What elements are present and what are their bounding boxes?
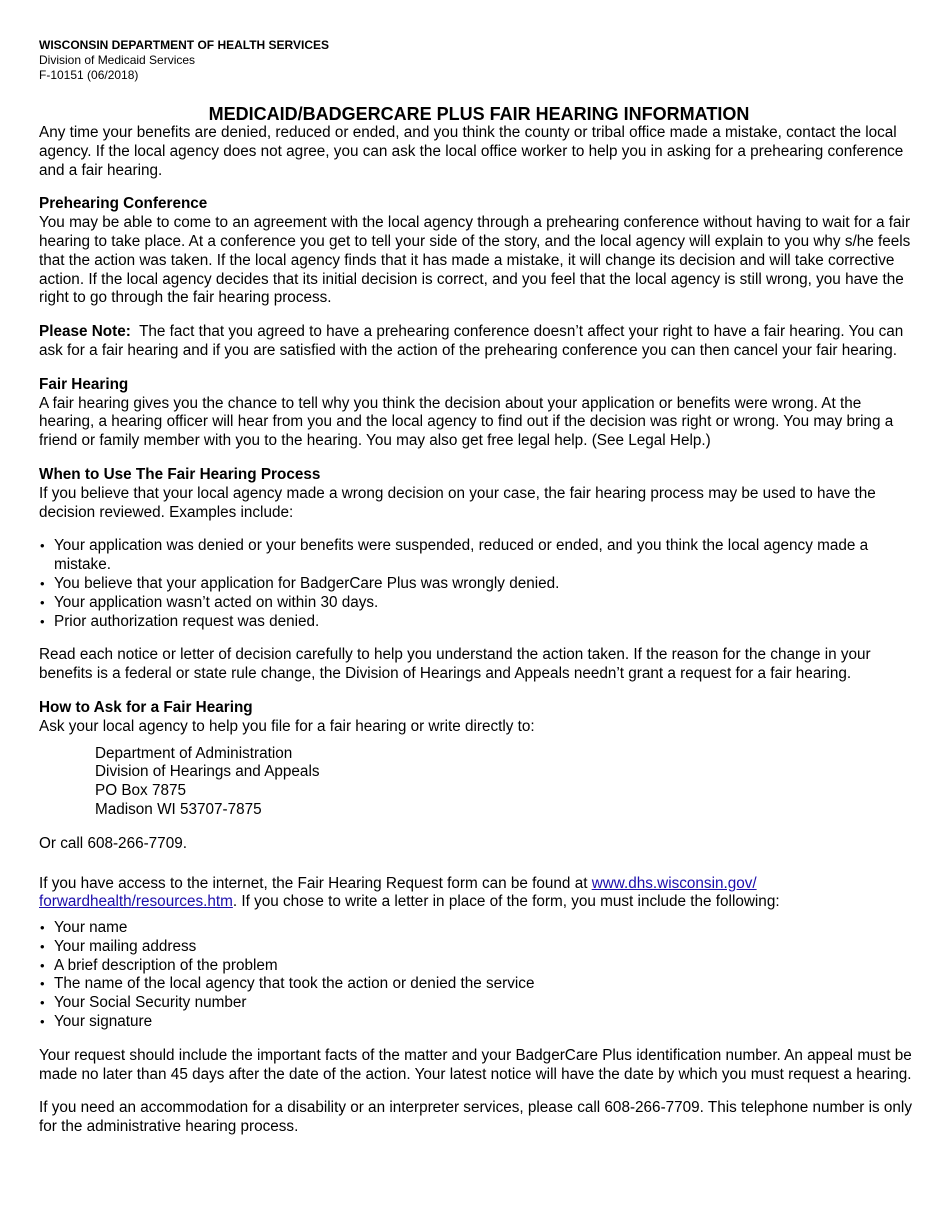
how-to-ask-heading: How to Ask for a Fair Hearing — [39, 698, 253, 716]
list-item: • Your mailing address — [39, 938, 919, 957]
list-item: • Your application wasn’t acted on within 30 days. — [39, 594, 919, 613]
how-to-ask-paragraph: Ask your local agency to help you file for a fair hearing or write directly to: — [39, 717, 535, 735]
prehearing-paragraph: You may be able to come to an agreement with the local agency through a prehearing conference without having to wait for a fair hearing to take place. At a conference you get to tell your side of the story, and the local agency will explain to you why s/he feels that the action was taken. If the local agency finds that it has made a mistake, it will change its decision and will take corrective action. If the local agency decides that its initial decision is correct, and you feel that the local agency is still wrong, you have the right to go through the fair hearing process. — [39, 214, 911, 307]
document-header — [39, 38, 919, 83]
note-body: The fact that you agreed to have a prehearing conference doesn’t affect your right to have a fair hearing. You can ask for a fair hearing and if you are satisfied with the action of the prehearing conference you can then cancel your fair hearing. — [39, 323, 904, 359]
address-line: Madison WI 53707-7875 — [95, 800, 262, 818]
when-to-use-heading: When to Use The Fair Hearing Process — [39, 465, 321, 483]
list-item: • You believe that your application for BadgerCare Plus was wrongly denied. — [39, 575, 919, 594]
list-item: • Your application was denied or your benefits were suspended, reduced or ended, and you think the local agency made a mistake. — [39, 537, 919, 575]
note-label: Please Note: — [39, 323, 131, 341]
accommodation-paragraph: If you need an accommodation for a disability or an interpreter services, please call 608-266-7709. This telephone number is only for the administrative hearing process. — [39, 1099, 912, 1136]
list-item: • Prior authorization request was denied. — [39, 613, 919, 632]
fair-hearing-paragraph: A fair hearing gives you the chance to tell why you think the decision about your application or benefits were wrong. At the hearing, a hearing officer will hear from you and the local agency to find out if the decision was right or wrong. You may bring a friend or family member with you to the hearing. You may also get free legal help. (See Legal Help.) — [39, 394, 894, 450]
list-item: • Your name — [39, 919, 919, 938]
agency-name: WISCONSIN DEPARTMENT OF HEALTH SERVICES — [39, 38, 330, 52]
prehearing-heading: Prehearing Conference — [39, 195, 208, 213]
list-item: • The name of the local agency that took the action or denied the service — [39, 975, 919, 994]
address-line: PO Box 7875 — [95, 782, 186, 800]
list-item: • A brief description of the problem — [39, 957, 919, 976]
page-title: MEDICAID/BADGERCARE PLUS FAIR HEARING INFORMATION — [208, 104, 750, 124]
form-id: F-10151 (06/2018) — [39, 68, 139, 82]
intro-paragraph: Any time your benefits are denied, reduced or ended, and you think the county or tribal office made a mistake, contact the local agency. If the local agency does not agree, you can ask the local office worker to help you in asking for a prehearing conference and a fair hearing. — [39, 124, 904, 179]
examples-list — [39, 537, 919, 631]
note-paragraph — [39, 323, 919, 361]
call-paragraph: Or call 608-266-7709. — [39, 834, 187, 852]
mailing-address — [95, 745, 919, 820]
address-line: Department of Administration — [95, 744, 293, 762]
internet-text-after: . If you chose to write a letter in place of the form, you must include the following: — [232, 893, 780, 911]
address-line: Division of Hearings and Appeals — [95, 763, 320, 781]
notice-paragraph: Read each notice or letter of decision carefully to help you understand the action taken. If the reason for the change in your benefits is a federal or state rule change, the Division of Hearings and Appeals needn’t grant a request for a fair hearing. — [39, 646, 871, 683]
internet-paragraph — [39, 875, 919, 913]
fair-hearing-heading: Fair Hearing — [39, 375, 129, 393]
link-line-1: www.dhs.wisconsin.gov/ — [591, 874, 757, 892]
letter-requirements-list — [39, 919, 919, 1032]
list-item: • Your Social Security number — [39, 994, 919, 1013]
division-name: Division of Medicaid Services — [39, 53, 196, 67]
document-page — [39, 38, 919, 1137]
internet-text: If you have access to the internet, the Fair Hearing Request form can be found at — [39, 874, 592, 892]
list-item: • Your signature — [39, 1013, 919, 1032]
link-line-2: forwardhealth/resources.htm — [39, 893, 233, 911]
when-to-use-paragraph: If you believe that your local agency made a wrong decision on your case, the fair hearing process may be used to have the decision reviewed. Examples include: — [39, 484, 876, 521]
request-paragraph: Your request should include the important facts of the matter and your BadgerCare Plus identification number. An appeal must be made no later than 45 days after the date of the action. Your latest notice will have the date by which you must request a hearing. — [39, 1046, 912, 1083]
